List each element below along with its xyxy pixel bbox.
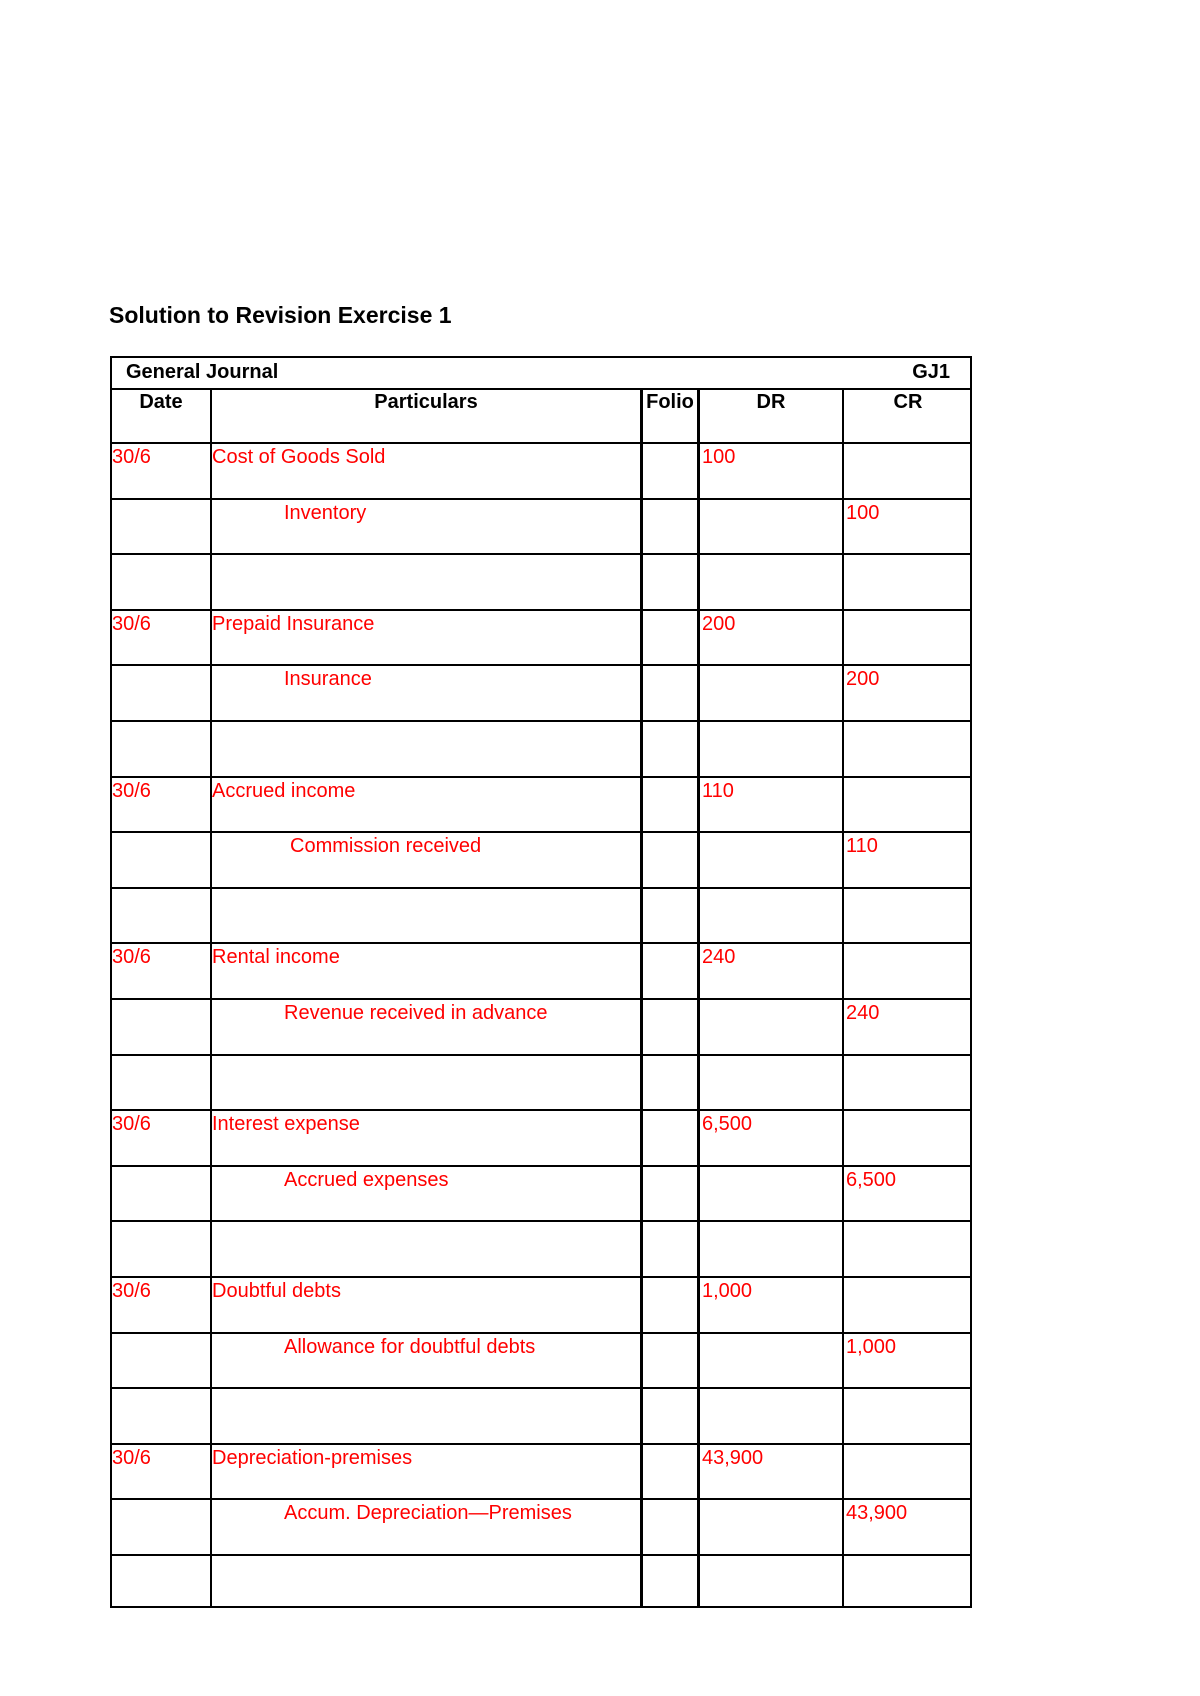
column-divider: [640, 388, 643, 1606]
entry-credit-account: Insurance: [284, 668, 372, 690]
entry-date: 30/6: [112, 780, 151, 802]
column-header-dr: DR: [756, 391, 786, 413]
entry-debit-amount: 240: [702, 946, 736, 968]
entry-credit-account: Revenue received in advance: [284, 1002, 548, 1024]
entry-debit-account: Interest expense: [212, 1113, 360, 1135]
entry-date: 30/6: [112, 613, 151, 635]
general-journal-table: [110, 356, 972, 1608]
column-divider: [210, 388, 212, 1606]
entry-debit-amount: 200: [702, 613, 736, 635]
entry-debit-account: Depreciation-premises: [212, 1447, 413, 1469]
column-header-particulars: Particulars: [374, 391, 478, 413]
entry-debit-amount: 6,500: [702, 1113, 753, 1135]
column-divider: [842, 388, 844, 1606]
entry-date: 30/6: [112, 446, 151, 468]
entry-date: 30/6: [112, 946, 151, 968]
entry-credit-amount: 110: [846, 835, 878, 857]
entry-credit-amount: 240: [846, 1002, 880, 1024]
entry-credit-account: Commission received: [290, 835, 482, 857]
entry-date: 30/6: [112, 1280, 151, 1302]
entry-debit-amount: 1,000: [702, 1280, 753, 1302]
entry-debit-amount: 110: [702, 780, 734, 802]
entry-credit-amount: 200: [846, 668, 880, 690]
entry-credit-amount: 100: [846, 502, 880, 524]
entry-credit-account: Allowance for doubtful debts: [284, 1336, 536, 1358]
column-header-cr: CR: [893, 391, 923, 413]
entry-debit-amount: 100: [702, 446, 736, 468]
journal-name: General Journal: [126, 361, 279, 383]
entry-credit-amount: 1,000: [846, 1336, 897, 1358]
entry-date: 30/6: [112, 1447, 151, 1469]
entry-debit-account: Doubtful debts: [212, 1280, 341, 1302]
entry-credit-amount: 43,900: [846, 1502, 908, 1524]
entry-credit-account: Accum. Depreciation—Premises: [284, 1502, 572, 1524]
entry-credit-amount: 6,500: [846, 1169, 897, 1191]
entry-credit-account: Accrued expenses: [284, 1169, 449, 1191]
column-divider: [697, 388, 700, 1606]
column-header-folio: Folio: [646, 391, 694, 413]
entry-credit-account: Inventory: [284, 502, 367, 524]
entry-debit-account: Rental income: [212, 946, 340, 968]
page-title: Solution to Revision Exercise 1: [109, 302, 452, 328]
entry-date: 30/6: [112, 1113, 151, 1135]
entry-debit-account: Cost of Goods Sold: [212, 446, 386, 468]
entry-debit-account: Prepaid Insurance: [212, 613, 375, 635]
entry-debit-account: Accrued income: [212, 780, 356, 802]
column-header-date: Date: [139, 391, 183, 413]
journal-ref: GJ1: [912, 361, 950, 383]
entry-debit-amount: 43,900: [702, 1447, 764, 1469]
